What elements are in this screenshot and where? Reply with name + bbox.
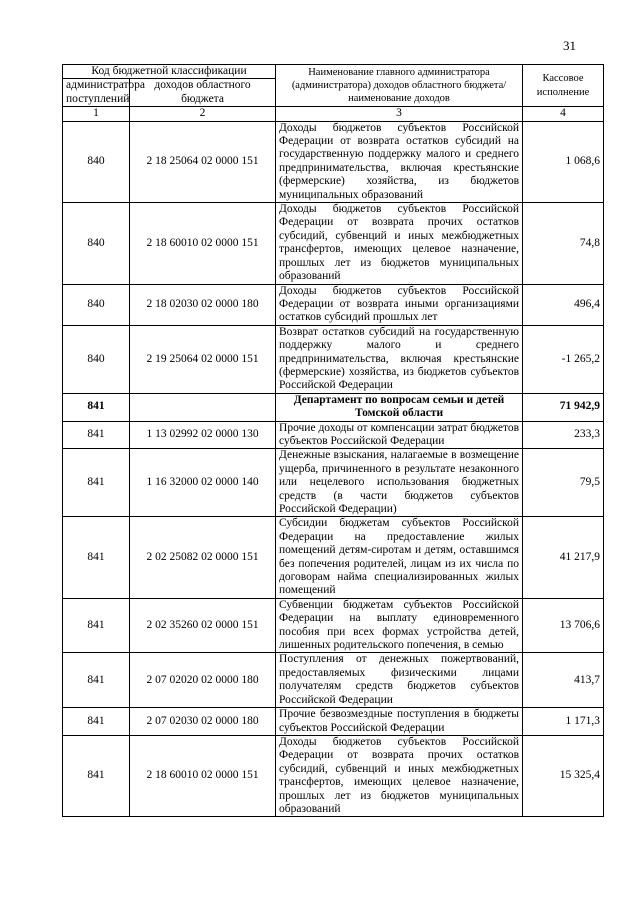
budget-code: 2 02 35260 02 0000 151 — [130, 598, 276, 653]
admin-code: 840 — [63, 121, 130, 202]
budget-code: 2 02 25082 02 0000 151 — [130, 517, 276, 598]
admin-code: 841 — [63, 517, 130, 598]
budget-code: 1 16 32000 02 0000 140 — [130, 449, 276, 517]
income-name: Доходы бюджетов субъектов Российской Федерации от возврата остатков субсидий на государственную поддержку малого и среднего предпринимательства, включая крестьянские (фермерские) хозяйства, из бюджетов муниципальных образований — [276, 121, 523, 202]
income-name: Доходы бюджетов субъектов Российской Федерации от возврата прочих остатков субсидий, субвенций и иных межбюджетных трансфертов, имеющих целевое назначение, прошлых лет из бюджетов муниципальных образований — [276, 735, 523, 816]
budget-code: 2 19 25064 02 0000 151 — [130, 325, 276, 393]
table-row — [63, 708, 604, 736]
income-name: Субсидии бюджетам субъектов Российской Федерации на предоставление жилых помещений детям-сиротам и детям, оставшимся без попечения родителей, лицам из их числа по договорам найма специализированных жилых помещений — [276, 517, 523, 598]
income-name: Денежные взыскания, налагаемые в возмещение ущерба, причиненного в результате незаконного или нецелевого использования бюджетных средств (в части бюджетов субъектов Российской Федерации) — [276, 449, 523, 517]
amount: 1 171,3 — [523, 708, 604, 736]
amount: 13 706,6 — [523, 598, 604, 653]
column-number: 2 — [130, 107, 276, 121]
budget-code: 2 18 60010 02 0000 151 — [130, 203, 276, 284]
income-name: Прочие безвозмездные поступления в бюджеты субъектов Российской Федерации — [276, 708, 523, 736]
admin-code: 841 — [63, 449, 130, 517]
income-name: Доходы бюджетов субъектов Российской Федерации от возврата прочих остатков субсидий, субвенций и иных межбюджетных трансфертов, имеющих целевое назначение, прошлых лет из бюджетов муниципальных образований — [276, 203, 523, 284]
income-name: Возврат остатков субсидий на государственную поддержку малого и среднего предпринимательства, включая крестьянские (фермерские) хозяйства, из бюджетов субъектов Российской Федерации — [276, 325, 523, 393]
table-row — [63, 421, 604, 449]
table-row — [63, 325, 604, 393]
admin-code: 841 — [63, 708, 130, 736]
header-amount: Кассовое исполнение — [523, 65, 604, 107]
section-row — [63, 393, 604, 421]
admin-code: 840 — [63, 284, 130, 325]
budget-code — [130, 393, 276, 421]
admin-code: 840 — [63, 203, 130, 284]
amount: 1 068,6 — [523, 121, 604, 202]
table-row — [63, 653, 604, 708]
budget-table — [62, 64, 604, 817]
budget-code: 2 07 02020 02 0000 180 — [130, 653, 276, 708]
admin-code: 841 — [63, 421, 130, 449]
admin-code: 841 — [63, 735, 130, 816]
admin-code: 841 — [63, 598, 130, 653]
table-row — [63, 735, 604, 816]
amount: 41 217,9 — [523, 517, 604, 598]
column-number: 3 — [276, 107, 523, 121]
department-name: Департамент по вопросам семьи и детей Томской области — [276, 393, 523, 421]
amount: 79,5 — [523, 449, 604, 517]
amount: -1 265,2 — [523, 325, 604, 393]
header-name: Наименование главного администратора (администратора) доходов областного бюджета/ наименование доходов — [276, 65, 523, 107]
amount: 71 942,9 — [523, 393, 604, 421]
table-row — [63, 284, 604, 325]
income-name: Субвенции бюджетам субъектов Российской Федерации на выплату единовременного пособия при всех формах устройства детей, лишенных родительского попечения, в семью — [276, 598, 523, 653]
column-number: 1 — [63, 107, 130, 121]
table-row — [63, 517, 604, 598]
amount: 413,7 — [523, 653, 604, 708]
admin-code: 841 — [63, 653, 130, 708]
budget-code: 2 18 60010 02 0000 151 — [130, 735, 276, 816]
table-row — [63, 449, 604, 517]
table-row — [63, 203, 604, 284]
amount: 233,3 — [523, 421, 604, 449]
income-name: Поступления от денежных пожертвований, предоставляемых физическими лицами получателям средств бюджетов субъектов Российской Федерации — [276, 653, 523, 708]
amount: 496,4 — [523, 284, 604, 325]
amount: 74,8 — [523, 203, 604, 284]
header-code-group: Код бюджетной классификации — [63, 65, 276, 79]
budget-code: 1 13 02992 02 0000 130 — [130, 421, 276, 449]
table-row — [63, 121, 604, 202]
budget-code: 2 18 25064 02 0000 151 — [130, 121, 276, 202]
income-name: Прочие доходы от компенсации затрат бюджетов субъектов Российской Федерации — [276, 421, 523, 449]
header-income: доходов областного бюджета — [130, 79, 276, 107]
admin-code: 840 — [63, 325, 130, 393]
header-admin: администратора поступлений — [63, 79, 130, 107]
budget-code: 2 07 02030 02 0000 180 — [130, 708, 276, 736]
admin-code: 841 — [63, 393, 130, 421]
amount: 15 325,4 — [523, 735, 604, 816]
income-name: Доходы бюджетов субъектов Российской Федерации от возврата иными организациями остатков субсидий прошлых лет — [276, 284, 523, 325]
page-number: 31 — [563, 38, 576, 53]
table-row — [63, 598, 604, 653]
column-number: 4 — [523, 107, 604, 121]
budget-code: 2 18 02030 02 0000 180 — [130, 284, 276, 325]
